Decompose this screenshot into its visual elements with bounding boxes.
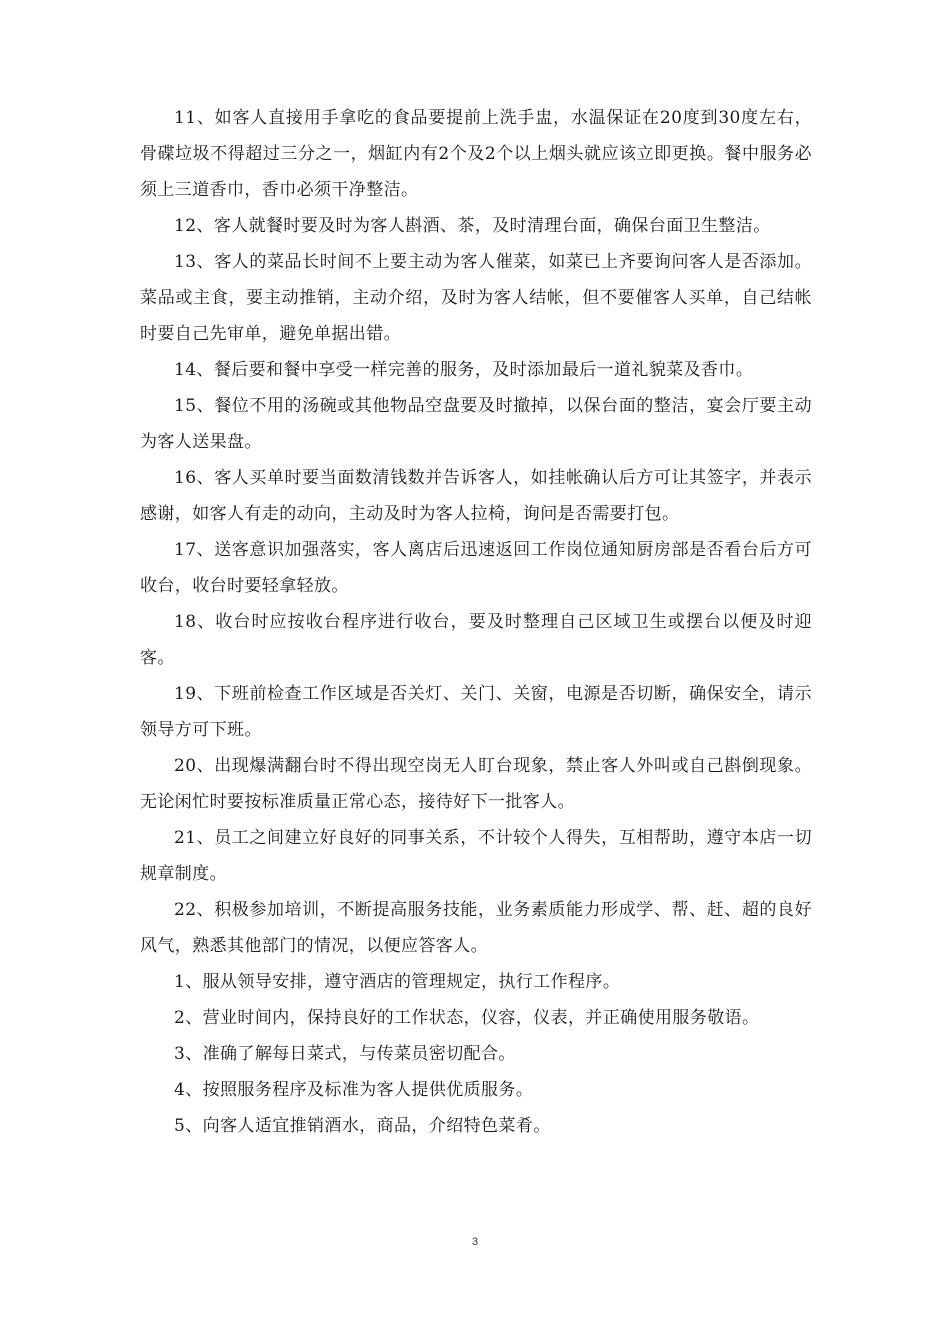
paragraph-16: 16、客人买单时要当面数清钱数并告诉客人，如挂帐确认后方可让其签字，并表示感谢，如客人有走的动向，主动及时为客人拉椅，询问是否需要打包。	[140, 468, 812, 524]
document-body	[140, 100, 812, 1144]
duty-item-5: 5、向客人适宜推销酒水，商品，介绍特色菜肴。	[174, 1116, 551, 1136]
duty-item-2: 2、营业时间内，保持良好的工作状态，仪容，仪表，并正确使用服务敬语。	[174, 1008, 760, 1028]
duty-item-1: 1、服从领导安排，遵守酒店的管理规定，执行工作程序。	[174, 972, 621, 992]
paragraph-17: 17、送客意识加强落实，客人离店后迅速返回工作岗位通知厨房部是否看台后方可收台，收台时要轻拿轻放。	[140, 540, 812, 596]
paragraph-22: 22、积极参加培训，不断提高服务技能，业务素质能力形成学、帮、赶、超的良好风气，熟悉其他部门的情况，以便应答客人。	[140, 900, 812, 956]
page-number: 3	[471, 1236, 479, 1248]
paragraph-15: 15、餐位不用的汤碗或其他物品空盘要及时撤掉，以保台面的整洁，宴会厅要主动为客人送果盘。	[140, 396, 812, 452]
duty-item-4: 4、按照服务程序及标准为客人提供优质服务。	[174, 1080, 534, 1100]
paragraph-13: 13、客人的菜品长时间不上要主动为客人催菜，如菜已上齐要询问客人是否添加。菜品或主食，要主动推销，主动介绍，及时为客人结帐，但不要催客人买单，自己结帐时要自己先审单，避免单据出错。	[140, 252, 812, 344]
paragraph-21: 21、员工之间建立好良好的同事关系，不计较个人得失，互相帮助，遵守本店一切规章制度。	[140, 828, 812, 884]
duty-item-3: 3、准确了解每日菜式，与传菜员密切配合。	[174, 1044, 516, 1064]
paragraph-18: 18、收台时应按收台程序进行收台，要及时整理自己区域卫生或摆台以便及时迎客。	[140, 612, 812, 668]
paragraph-14: 14、餐后要和餐中享受一样完善的服务，及时添加最后一道礼貌菜及香巾。	[174, 360, 754, 380]
paragraph-12: 12、客人就餐时要及时为客人斟酒、茶，及时清理台面，确保台面卫生整洁。	[174, 216, 771, 236]
paragraph-11: 11、如客人直接用手拿吃的食品要提前上洗手盅，水温保证在20度到30度左右，骨碟垃圾不得超过三分之一，烟缸内有2个及2个以上烟头就应该立即更换。餐中服务必须上三道香巾，香巾必须干净整洁。	[140, 108, 812, 200]
paragraph-19: 19、下班前检查工作区域是否关灯、关门、关窗，电源是否切断，确保安全，请示领导方可下班。	[140, 684, 812, 740]
paragraph-20: 20、出现爆满翻台时不得出现空岗无人盯台现象，禁止客人外叫或自己斟倒现象。无论闲忙时要按标准质量正常心态，接待好下一批客人。	[140, 756, 812, 812]
